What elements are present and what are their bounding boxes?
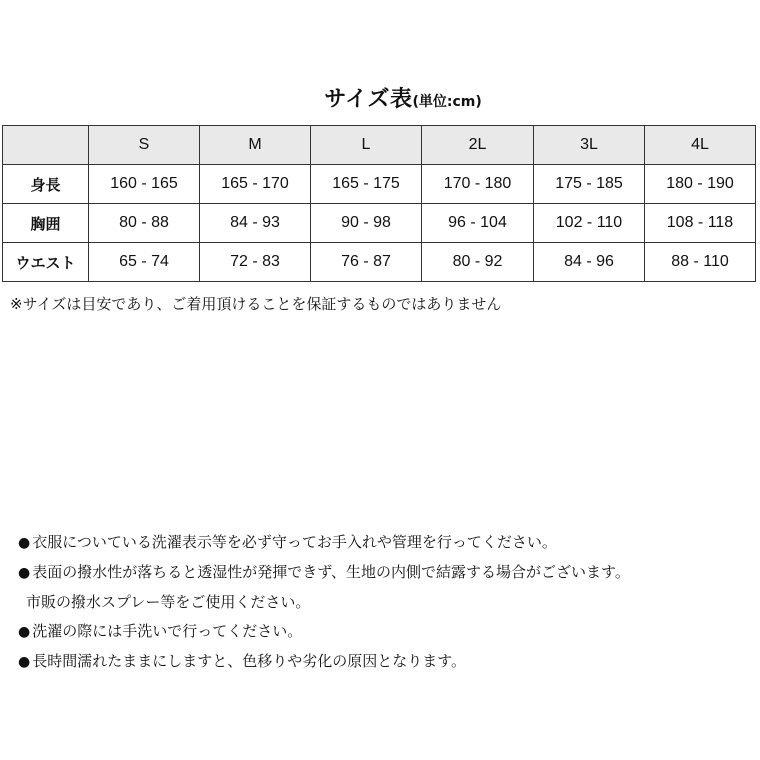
table-cell: 80 - 92: [422, 243, 534, 282]
table-cell: 165 - 170: [200, 165, 311, 204]
bullet-icon: ●: [18, 654, 31, 670]
table-cell: 96 - 104: [422, 204, 534, 243]
table-cell: 88 - 110: [645, 243, 756, 282]
care-text: 衣服についている洗濯表示等を必ず守ってお手入れや管理を行ってください。: [32, 533, 557, 551]
care-text: 長時間濡れたままにしますと、色移りや劣化の原因となります。: [32, 652, 467, 670]
header-size-3l: 3L: [534, 126, 645, 165]
table-cell: 80 - 88: [89, 204, 200, 243]
table-cell: 160 - 165: [89, 165, 200, 204]
size-table: [2, 125, 756, 282]
table-cell: 180 - 190: [645, 165, 756, 204]
table-cell: 108 - 118: [645, 204, 756, 243]
row-label-waist: ウエスト: [3, 243, 89, 282]
care-text: 洗濯の際には手洗いで行ってください。: [32, 622, 303, 640]
table-cell: 76 - 87: [311, 243, 422, 282]
care-instructions: [18, 528, 630, 677]
size-disclaimer: ※サイズは目安であり、ご着用頂けることを保証するものではありません: [10, 295, 502, 313]
row-label-height: 身長: [3, 165, 89, 204]
table-cell: 165 - 175: [311, 165, 422, 204]
header-size-2l: 2L: [422, 126, 534, 165]
table-row: [3, 243, 756, 282]
table-cell: 170 - 180: [422, 165, 534, 204]
bullet-icon: ●: [18, 624, 31, 640]
care-text: 表面の撥水性が落ちると透湿性が発揮できず、生地の内側で結露する場合がございます。: [32, 563, 630, 581]
table-cell: 65 - 74: [89, 243, 200, 282]
header-corner-cell: [3, 126, 89, 165]
page-title: [0, 82, 760, 113]
table-cell: 72 - 83: [200, 243, 311, 282]
bullet-icon: ●: [18, 535, 31, 551]
table-cell: 84 - 93: [200, 204, 311, 243]
header-size-l: L: [311, 126, 422, 165]
header-size-m: M: [200, 126, 311, 165]
bullet-icon: ●: [18, 565, 31, 581]
title-unit: (単位:cm): [412, 94, 482, 110]
table-row: [3, 204, 756, 243]
list-item: [18, 617, 630, 647]
list-item: [18, 558, 630, 588]
table-cell: 102 - 110: [534, 204, 645, 243]
list-item-continuation: 市販の撥水スプレー等をご使用ください。: [26, 593, 311, 611]
table-row: [3, 165, 756, 204]
table-header-row: [3, 126, 756, 165]
table-cell: 90 - 98: [311, 204, 422, 243]
list-item: [18, 647, 630, 677]
header-size-4l: 4L: [645, 126, 756, 165]
row-label-chest: 胸囲: [3, 204, 89, 243]
header-size-s: S: [89, 126, 200, 165]
table-cell: 84 - 96: [534, 243, 645, 282]
title-main: サイズ表: [324, 87, 413, 112]
table-cell: 175 - 185: [534, 165, 645, 204]
list-item: [18, 528, 630, 558]
